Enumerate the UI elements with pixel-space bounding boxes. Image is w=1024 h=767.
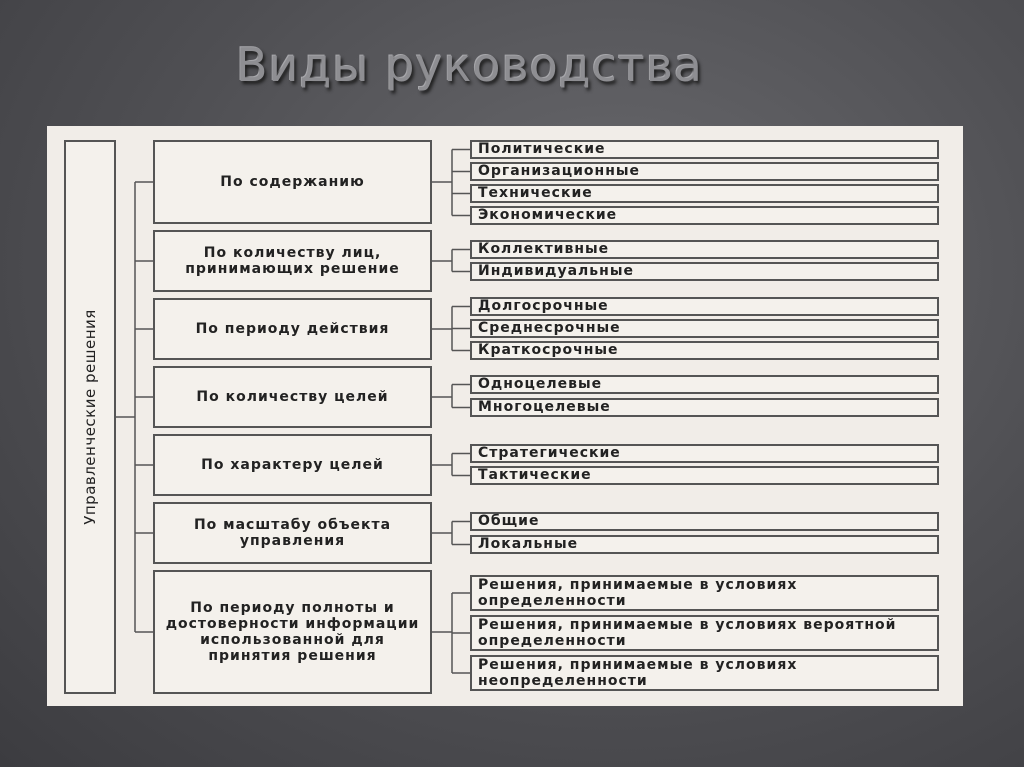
root-label: Управленческие решения [81,309,99,525]
item-individual: Индивидуальные [470,262,939,281]
item-organizational: Организационные [470,162,939,181]
item-strategic: Стратегические [470,444,939,463]
category-decision-makers: По количеству лиц, принимающих решение [153,230,432,292]
category-goal-count: По количеству целей [153,366,432,428]
item-short-term: Краткосрочные [470,341,939,360]
category-information-completeness: По периоду полноты и достоверности информации использованной для принятия решения [153,570,432,694]
category-action-period: По периоду действия [153,298,432,360]
item-local: Локальные [470,535,939,554]
category-content: По содержанию [153,140,432,224]
item-probable-certainty: Решения, принимаемые в условиях вероятной определенности [470,615,939,651]
root-node [64,140,116,694]
slide-title: Виды руководства [236,38,703,92]
item-general: Общие [470,512,939,531]
category-goal-nature: По характеру целей [153,434,432,496]
category-object-scale: По масштабу объекта управления [153,502,432,564]
item-political: Политические [470,140,939,159]
item-tactical: Тактические [470,466,939,485]
decision-types-diagram [47,126,963,706]
item-collective: Коллективные [470,240,939,259]
item-economic: Экономические [470,206,939,225]
item-multi-goal: Многоцелевые [470,398,939,417]
item-uncertainty: Решения, принимаемые в условиях неопределенности [470,655,939,691]
item-medium-term: Среднесрочные [470,319,939,338]
item-single-goal: Одноцелевые [470,375,939,394]
item-certainty: Решения, принимаемые в условиях определенности [470,575,939,611]
item-long-term: Долгосрочные [470,297,939,316]
item-technical: Технические [470,184,939,203]
